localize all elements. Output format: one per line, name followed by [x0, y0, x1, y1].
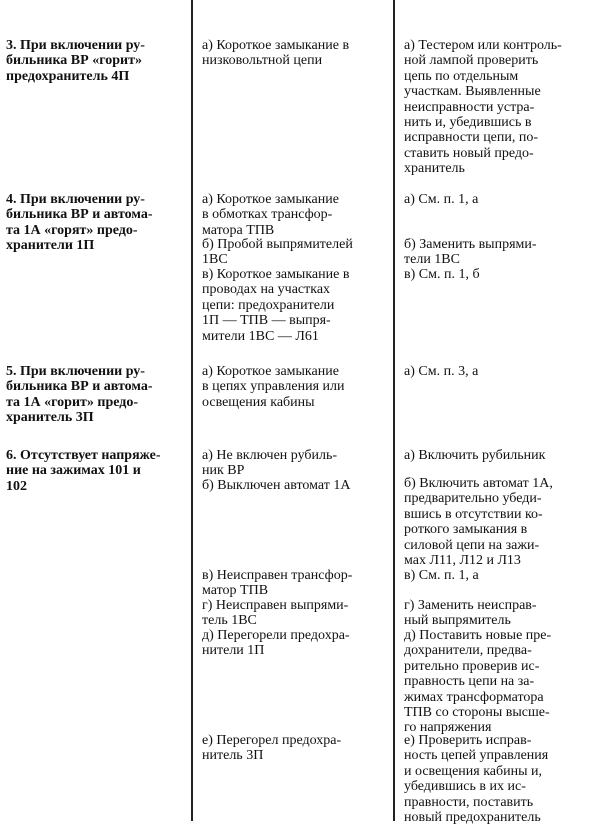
cause-6f: е) Перегорел предохра- нитель 3П [202, 733, 342, 764]
cause-6d: г) Неисправен выпрями- тель 1ВС [202, 598, 349, 629]
column-divider-left [191, 0, 193, 821]
remedy-4a: а) См. п. 1, а [404, 192, 479, 207]
problem-4: 4. При включении ру- бильника ВР и автома- та 1А «горят» предо- хранители 1П [6, 192, 153, 254]
cause-3a: а) Короткое замыкание в низковольтной цепи [202, 38, 350, 69]
remedy-6e: д) Поставить новые пре- дохранители, предва- рительно проверив ис- правность цепи на за- жимах трансформатора ТПВ со стороны высше- го напряжения [404, 628, 552, 736]
cause-6e: д) Перегорели предохра- нители 1П [202, 628, 350, 659]
problem-6: 6. Отсутствует напряже- ние на зажимах 101 и 102 [6, 448, 161, 494]
remedy-6d: г) Заменить неисправ- ный выпрямитель [404, 598, 537, 629]
cause-4b: б) Пробой выпрямителей 1ВС [202, 237, 353, 268]
cause-6c: в) Неисправен трансфор- матор ТПВ [202, 568, 353, 599]
remedy-6b: б) Включить автомат 1А, предварительно убеди- вшись в отсутствии ко- роткого замыкания в силовой цепи на зажи- мах Л11, Л12 и Л13 [404, 476, 553, 569]
remedy-6f: е) Проверить исправ- ность цепей управления и освещения кабины и, убедившись в их ис- правности, поставить новый предохранитель [404, 733, 549, 825]
cause-6a: а) Не включен рубиль- ник ВР [202, 448, 338, 479]
remedy-3a: а) Тестером или контроль- ной лампой проверить цепь по отдельным участкам. Выявленные неисправности устра- нить и, убедившись в исправности цепи, по- ставить новый предо- хранитель [404, 38, 562, 177]
remedy-6c: в) См. п. 1, а [404, 568, 479, 583]
cause-6b: б) Выключен автомат 1А [202, 478, 351, 493]
cause-5a: а) Короткое замыкание в цепях управления или освещения кабины [202, 364, 345, 410]
remedy-6a: а) Включить рубильник [404, 448, 546, 463]
remedy-4c: в) См. п. 1, б [404, 267, 480, 282]
problem-3: 3. При включении ру- бильника ВР «горит» предохранитель 4П [6, 38, 145, 84]
cause-4a: а) Короткое замыкание в обмотках трансфор- матора ТПВ [202, 192, 339, 238]
cause-4c: в) Короткое замыкание в проводах на участках цепи: предохранители 1П — ТПВ — выпря- мители 1ВС — Л61 [202, 267, 350, 344]
remedy-5a: а) См. п. 3, а [404, 364, 479, 379]
remedy-4b: б) Заменить выпрями- тели 1ВС [404, 237, 537, 268]
column-divider-right [393, 0, 395, 821]
problem-5: 5. При включении ру- бильника ВР и автома- та 1А «горит» предо- хранитель 3П [6, 364, 153, 426]
